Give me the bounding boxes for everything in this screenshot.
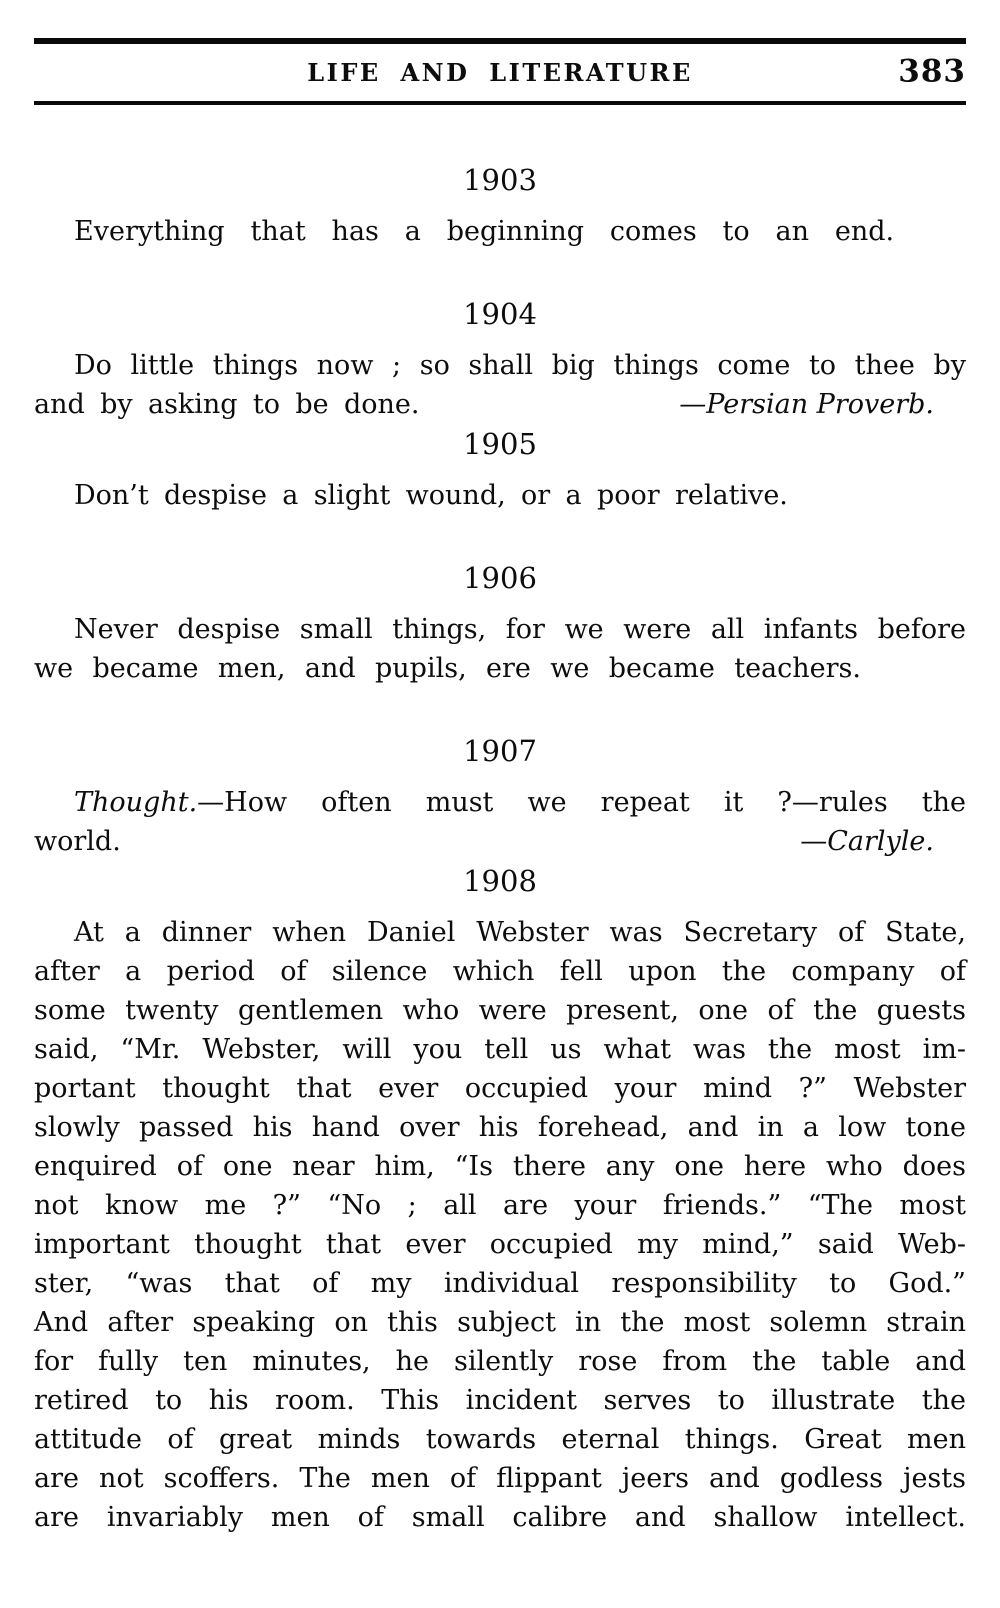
entry-1905	[34, 427, 966, 515]
entry-number: 1908	[463, 864, 537, 898]
entry-number: 1904	[463, 297, 537, 331]
entry-attribution-line	[34, 822, 966, 861]
entry-1903	[34, 163, 966, 251]
entry-number: 1903	[463, 163, 537, 197]
entry-1906	[34, 561, 966, 688]
entry-1907	[34, 734, 966, 861]
entry-text: Everything that has a beginning comes to an end.	[74, 216, 895, 247]
entry-text-line: we became men, and pupils, ere we became teachers.	[34, 653, 861, 684]
page-body	[34, 163, 966, 1537]
entry-text: Don’t despise a slight wound, or a poor relative.	[74, 480, 788, 511]
attribution: —Persian Proverb.	[679, 389, 934, 420]
paragraph-line: portant thought that ever occupied your mind ?” Webster	[34, 1073, 966, 1104]
entry-1904	[34, 297, 966, 424]
paragraph-line: important thought that ever occupied my mind,” said Web-	[34, 1229, 966, 1260]
entry-text-line: Do little things now ; so shall big things come to thee by	[74, 350, 966, 381]
paragraph-line: are not scoffers. The men of flippant jeers and godless jests	[34, 1463, 966, 1494]
paragraph-line: slowly passed his hand over his forehead, and in a low tone	[34, 1112, 966, 1143]
page-number: 383	[898, 53, 966, 90]
entry-attribution-line	[34, 385, 966, 424]
paragraph-line: are invariably men of small calibre and shallow intellect.	[34, 1502, 966, 1533]
paragraph-line: At a dinner when Daniel Webster was Secretary of State,	[74, 917, 966, 948]
paragraph-line: after a period of silence which fell upon the company of	[34, 956, 966, 987]
running-title: LIFE AND LITERATURE	[307, 58, 693, 87]
entry-paragraph	[34, 913, 966, 1537]
paragraph-line: retired to his room. This incident serves to illustrate the	[34, 1385, 966, 1416]
book-page	[0, 38, 1000, 1608]
entry-lead-word: Thought.	[74, 787, 198, 818]
entry-text: —How often must we repeat it ?—rules the	[197, 787, 966, 818]
paragraph-line: enquired of one near him, “Is there any one here who does	[34, 1151, 966, 1182]
entry-text-line	[34, 783, 966, 822]
paragraph-line: some twenty gentlemen who were present, one of the guests	[34, 995, 966, 1026]
paragraph-line: And after speaking on this subject in the most solemn strain	[34, 1307, 966, 1338]
entry-text: and by asking to be done.	[34, 389, 420, 420]
entry-number: 1907	[463, 734, 537, 768]
paragraph-line: attitude of great minds towards eternal things. Great men	[34, 1424, 966, 1455]
paragraph-line: for fully ten minutes, he silently rose from the table and	[34, 1346, 966, 1377]
paragraph-line: not know me ?” “No ; all are your friends.” “The most	[34, 1190, 966, 1221]
paragraph-line: ster, “was that of my individual responsibility to God.”	[34, 1268, 966, 1299]
entry-number: 1905	[463, 427, 537, 461]
entry-text-line: Never despise small things, for we were all infants before	[74, 614, 966, 645]
paragraph-line: said, “Mr. Webster, will you tell us what was the most im-	[34, 1034, 966, 1065]
entry-1908	[34, 864, 966, 1537]
attribution: —Carlyle.	[800, 826, 934, 857]
header-rule-bottom	[34, 101, 966, 105]
entry-number: 1906	[463, 561, 537, 595]
page-header	[34, 44, 966, 101]
entry-text: world.	[34, 826, 121, 857]
